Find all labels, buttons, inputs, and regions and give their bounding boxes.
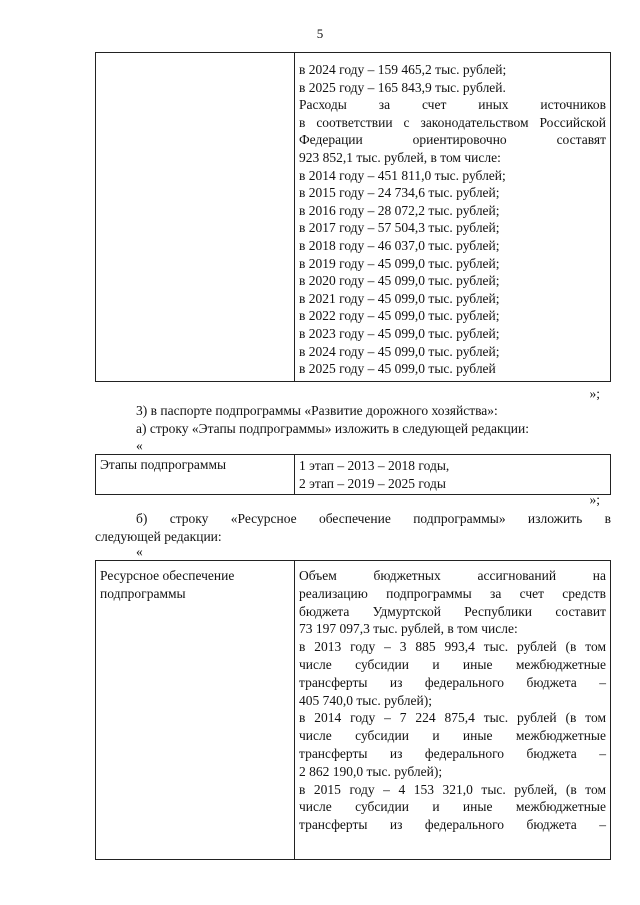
text-line: в 2025 году – 45 099,0 тыс. рублей [299, 361, 496, 377]
text-line: Расходы за счет иных источников [299, 97, 606, 113]
closing-quote: »; [589, 492, 600, 507]
label-line: подпрограммы [100, 586, 186, 601]
text-line: в 2021 году – 45 099,0 тыс. рублей; [299, 290, 500, 306]
text-line: бюджета Удмуртской Республики составит [299, 603, 606, 619]
text-line: 2 862 190,0 тыс. рублей); [299, 763, 443, 779]
text-line: в 2013 году – 3 885 993,4 тыс. рублей (в том [299, 639, 606, 655]
text-line: в 2023 году – 45 099,0 тыс. рублей; [299, 325, 500, 341]
stages-values-cell [295, 455, 611, 495]
page-number: 5 [316, 26, 324, 41]
stages-label-cell: Этапы подпрограммы [96, 455, 295, 495]
text-line: 73 197 097,3 тыс. рублей, в том числе: [299, 621, 518, 637]
text-line: числе субсидии и иные межбюджетные [299, 799, 606, 815]
opening-quote: « [136, 438, 143, 453]
text-line: в 2020 году – 45 099,0 тыс. рублей; [299, 273, 500, 289]
resource-label-cell [96, 561, 295, 860]
text-line: трансферты из федерального бюджета – [299, 817, 606, 833]
text-line: в 2024 году – 45 099,0 тыс. рублей; [299, 343, 500, 359]
stages-table [95, 454, 611, 495]
item-3: 3) в паспорте подпрограммы «Развитие дорожного хозяйства»: [136, 403, 498, 418]
text-line: в 2015 году – 24 734,6 тыс. рублей; [299, 185, 500, 201]
closing-quote: »; [589, 386, 600, 401]
text-line: в 2024 году – 159 465,2 тыс. рублей; [299, 62, 507, 77]
text-line: Объем бюджетных ассигнований на [299, 568, 606, 583]
text-line: в 2014 году – 451 811,0 тыс. рублей; [299, 167, 506, 183]
table1-left-cell [96, 53, 295, 382]
item-3b-continued: следующей редакции: [95, 529, 222, 544]
opening-quote: « [136, 544, 143, 559]
text-line: в 2019 году – 45 099,0 тыс. рублей; [299, 255, 500, 271]
text-line: трансферты из федерального бюджета – [299, 674, 606, 690]
text-line: в 2016 году – 28 072,2 тыс. рублей; [299, 202, 500, 218]
funding-table-continuation [95, 52, 611, 382]
table1-right-cell [295, 53, 611, 382]
stage-line: 2 этап – 2019 – 2025 годы [299, 475, 446, 491]
text-line: в 2017 году – 57 504,3 тыс. рублей; [299, 220, 500, 236]
label-line: Ресурсное обеспечение [100, 568, 235, 583]
stage-line: 1 этап – 2013 – 2018 годы, [299, 458, 450, 473]
resource-table [95, 560, 611, 860]
text-line: 923 852,1 тыс. рублей, в том числе: [299, 149, 501, 165]
text-line: реализацию подпрограммы за счет средств [299, 585, 606, 601]
text-line: числе субсидии и иные межбюджетные [299, 656, 606, 672]
text-line: в 2015 году – 4 153 321,0 тыс. рублей, (в том [299, 781, 606, 797]
item-3a: а) строку «Этапы подпрограммы» изложить в следующей редакции: [136, 421, 529, 436]
resource-values-cell [295, 561, 611, 860]
text-line: в 2018 году – 46 037,0 тыс. рублей; [299, 237, 500, 253]
text-line: в 2025 году – 165 843,9 тыс. рублей. [299, 79, 506, 95]
text-line: трансферты из федерального бюджета – [299, 745, 606, 761]
text-line: Федерации ориентировочно составят [299, 132, 606, 148]
text-line: в 2014 году – 7 224 875,4 тыс. рублей (в том [299, 710, 606, 726]
text-line: в соответствии с законодательством Российской [299, 114, 606, 130]
text-line: числе субсидии и иные межбюджетные [299, 728, 606, 744]
item-3b: б) строку «Ресурсное обеспечение подпрограммы» изложить в [136, 511, 611, 526]
text-line: в 2022 году – 45 099,0 тыс. рублей; [299, 308, 500, 324]
text-line: 405 740,0 тыс. рублей); [299, 692, 432, 708]
